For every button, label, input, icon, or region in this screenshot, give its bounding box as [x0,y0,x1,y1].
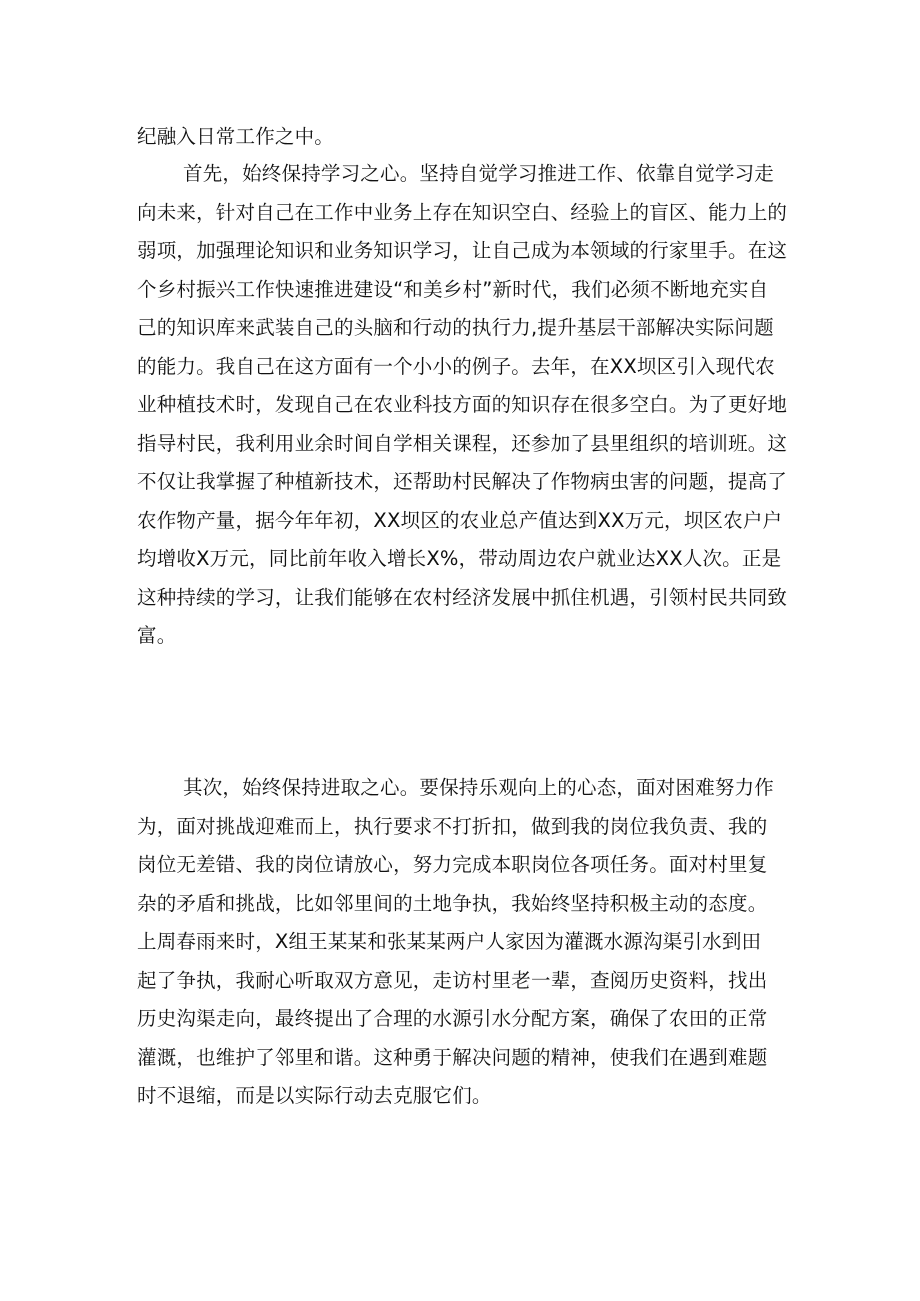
paragraph-line: 己的知识库来武装自己的头脑和行动的执行力,提升基层干部解决实际问题 [137,316,774,339]
paragraph-line: 业种植技术时，发现自己在农业科技方面的知识存在很多空白。为了更好地 [137,393,788,416]
paragraph-line: 向未来，针对自己在工作中业务上存在知识空白、经验上的盲区、能力上的 [137,200,788,224]
paragraph-line: 起了争执，我耐心听取双方意见，走访村里老一辈，查阅历史资料，找出 [137,968,768,992]
paragraph-line: 这种持续的学习，让我们能够在农村经济发展中抓住机遇，引领村民共同致 [137,585,788,609]
paragraph-line: 岗位无差错、我的岗位请放心，努力完成本职岗位各项任务。面对村里复 [137,853,768,876]
paragraph-progress [137,769,787,1116]
paragraph-line: 弱项，加强理论知识和业务知识学习，让自己成为本领域的行家里手。在这 [137,239,788,262]
paragraph-line: 纪融入日常工作之中。 [137,125,335,148]
paragraph-line: 均增收X万元，同比前年收入增长X%，带动周边农户就业达XX人次。正是 [137,547,782,570]
paragraph-line: 为，面对挑战迎难而上，执行要求不打折扣，做到我的岗位我负责、我的 [137,814,768,838]
paragraph-continuation [137,118,787,157]
paragraph-line: 其次，始终保持进取之心。要保持乐观向上的心态，面对困难努力作 [183,776,775,799]
paragraph-line: 指导村民，我利用业余时间自学相关课程，还参加了县里组织的培训班。这 [137,431,788,455]
paragraph-learning [137,155,787,656]
paragraph-line: 上周春雨来时，X组王某某和张某某两户人家因为灌溉水源沟渠引水到田 [137,930,762,953]
paragraph-line: 农作物产量，据今年年初，XX坝区的农业总产值达到XX万元，坝区农户户 [137,508,783,532]
paragraph-line: 时不退缩，而是以实际行动去克服它们。 [137,1084,492,1107]
paragraph-line: 灌溉，也维护了邻里和谐。这种勇于解决问题的精神，使我们在遇到难题 [137,1045,768,1069]
paragraph-line: 富。 [137,624,177,647]
paragraph-line: 的能力。我自己在这方面有一个小小的例子。去年，在XX坝区引入现代农 [137,354,775,378]
paragraph-line: 首先，始终保持学习之心。坚持自觉学习推进工作、依靠自觉学习走 [183,162,775,185]
paragraph-line: 个乡村振兴工作快速推进建设“和美乡村”新时代，我们必须不断地充实自 [137,277,769,301]
paragraph-line: 历史沟渠走向，最终提出了合理的水源引水分配方案，确保了农田的正常 [137,1007,768,1030]
paragraph-line: 杂的矛盾和挑战，比如邻里间的土地争执，我始终坚持积极主动的态度。 [137,891,768,915]
paragraph-line: 不仅让我掌握了种植新技术，还帮助村民解决了作物病虫害的问题，提高了 [137,470,788,493]
